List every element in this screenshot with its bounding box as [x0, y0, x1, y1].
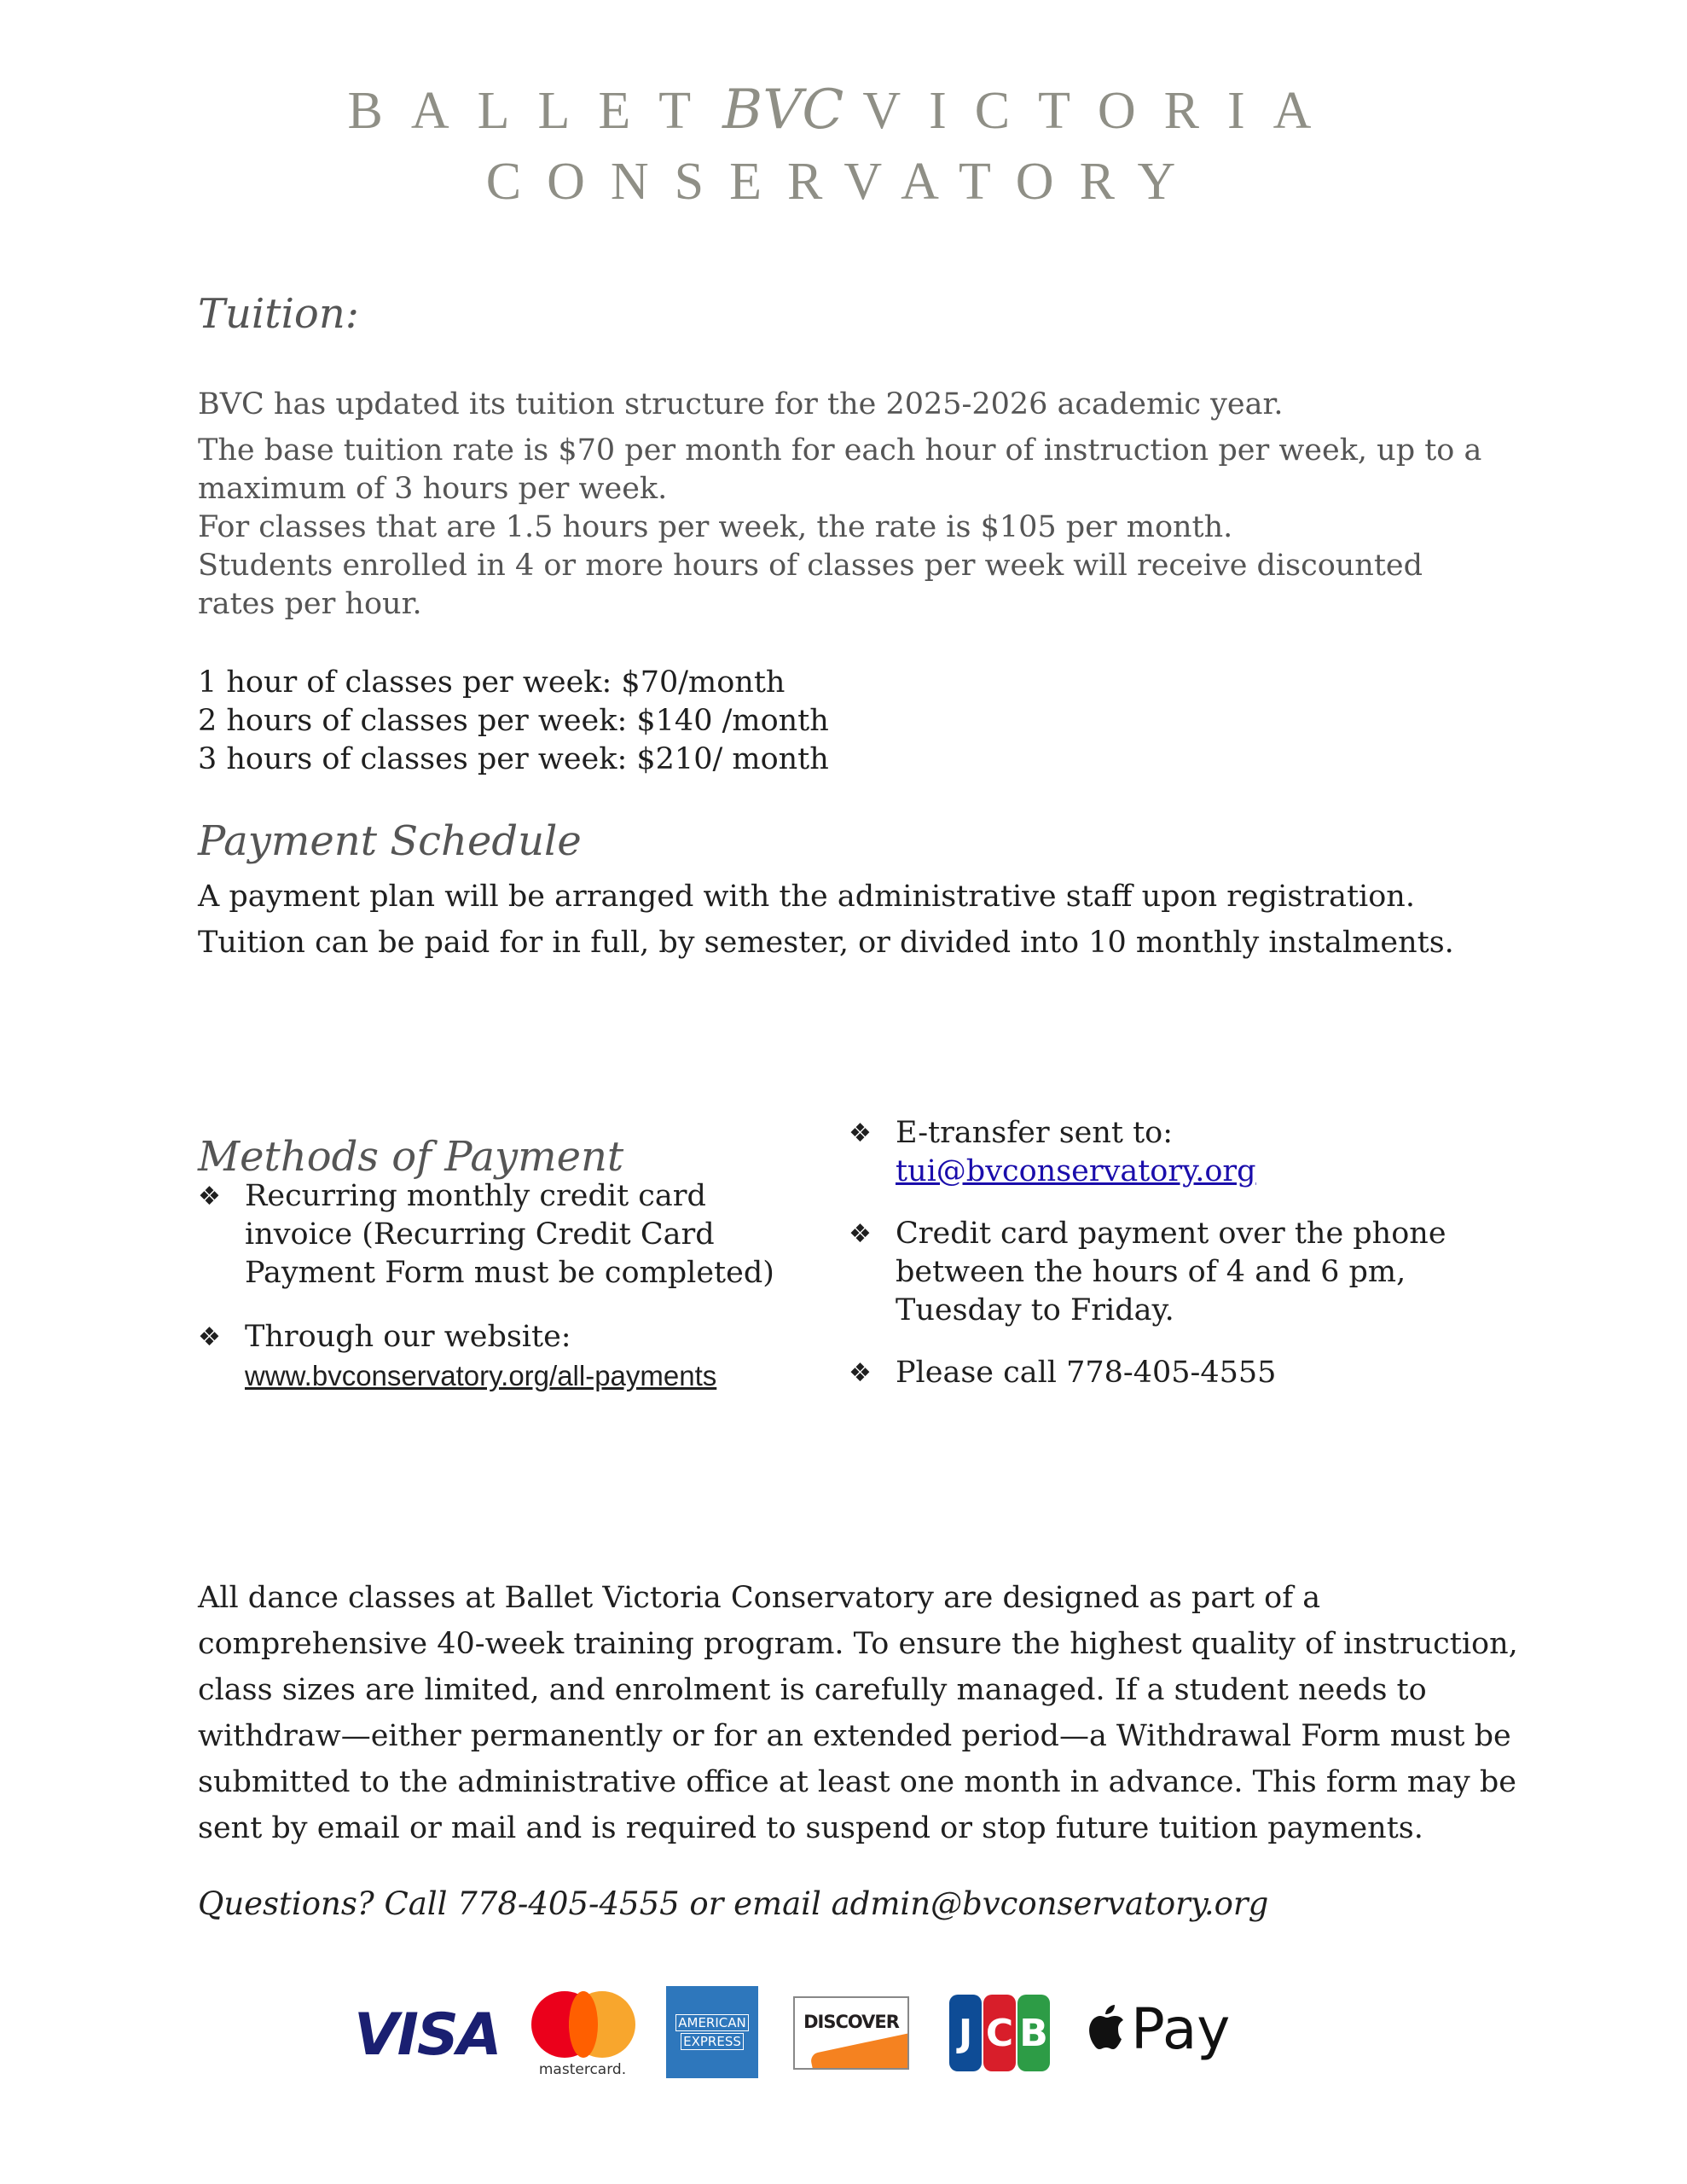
- diamond-bullet-icon: ❖: [849, 1358, 872, 1388]
- amex-line-1: AMERICAN: [675, 2014, 748, 2031]
- payment-schedule-text: A payment plan will be arranged with the administrative staff upon registration. Tuition can be paid for in full, by semester, or divided into 10 monthly instalments.: [198, 880, 1454, 960]
- brand-line-2: CONSERVATORY: [485, 153, 1202, 211]
- apple-icon: [1083, 2006, 1126, 2059]
- tuition-discount: Students enrolled in 4 or more hours of classes per week will receive discounted rates per hour.: [198, 549, 1423, 621]
- discover-orange-swoosh: [809, 2031, 909, 2070]
- apple-pay-text: Pay: [1131, 1996, 1231, 2062]
- payment-schedule-heading: Payment Schedule: [198, 817, 582, 865]
- method-etransfer: [849, 1114, 1531, 1191]
- visa-logo: VISA: [354, 2001, 501, 2069]
- mastercard-overlap: [569, 1991, 598, 2058]
- etransfer-label: E-transfer sent to:: [896, 1116, 1174, 1150]
- jcb-j: J: [949, 1995, 982, 2071]
- discover-logo: [793, 1996, 909, 2070]
- tuition-heading: Tuition:: [198, 290, 359, 338]
- methods-heading: Methods of Payment: [198, 1133, 624, 1181]
- brand-word-victoria: VICTORIA: [862, 82, 1340, 140]
- tuition-half-hour-rate: For classes that are 1.5 hours per week, the rate is $105 per month.: [198, 510, 1233, 544]
- brand-line-1: [0, 78, 1687, 142]
- jcb-logo: [949, 1995, 1050, 2071]
- bvc-monogram-logo: BVC: [722, 78, 844, 142]
- diamond-bullet-icon: ❖: [849, 1219, 872, 1249]
- website-payment-link[interactable]: www.bvconservatory.org/all-payments: [245, 1360, 717, 1391]
- diamond-bullet-icon: ❖: [198, 1322, 221, 1352]
- diamond-bullet-icon: ❖: [198, 1182, 221, 1211]
- rate-item: 1 hour of classes per week: $70/month: [198, 665, 786, 700]
- method-call: [849, 1354, 1531, 1392]
- call-text: Please call 778-405-4555: [896, 1356, 1277, 1390]
- rate-list: [198, 664, 1511, 779]
- mastercard-logo: [525, 1986, 635, 2082]
- withdrawal-policy: All dance classes at Ballet Victoria Conservatory are designed as part of a comprehensive 40-week training program. To ensure the highest quality of instruction, class sizes are limited, and enrolment is carefully managed. If a student needs to withdraw—either permanently or for an extended period—a Withdrawal Form must be submitted to the administrative office at least one month in advance. This form may be sent by email or mail and is required to suspend or stop future tuition payments.: [198, 1581, 1518, 1845]
- brand-word-ballet: BALLET: [347, 82, 720, 140]
- etransfer-email-link[interactable]: tui@bvconservatory.org: [896, 1154, 1256, 1188]
- discover-wordmark: DISCOVER: [803, 2012, 899, 2032]
- tuition-intro: BVC has updated its tuition structure for the 2025-2026 academic year.: [198, 387, 1284, 421]
- diamond-bullet-icon: ❖: [849, 1118, 872, 1148]
- rate-item: 2 hours of classes per week: $140 /month: [198, 704, 829, 738]
- questions-contact: Questions? Call 778-405-4555 or email admin@bvconservatory.org: [198, 1885, 1269, 1922]
- method-recurring-card: [198, 1177, 820, 1292]
- method-phone-card: [849, 1215, 1531, 1330]
- tuition-base-rate: The base tuition rate is $70 per month for each hour of instruction per week, up to a maximum of 3 hours per week.: [198, 433, 1482, 506]
- method-website-label: Through our website:: [245, 1320, 571, 1354]
- payment-logos: [354, 1986, 1326, 2082]
- amex-logo: [666, 1986, 758, 2078]
- apple-pay-logo: [1083, 1996, 1230, 2062]
- jcb-c: C: [983, 1995, 1016, 2071]
- method-recurring-text: Recurring monthly credit card invoice (Recurring Credit Card Payment Form must be completed): [245, 1179, 774, 1290]
- amex-line-2: EXPRESS: [681, 2033, 744, 2050]
- jcb-b: B: [1017, 1995, 1050, 2071]
- methods-right-list: [849, 1114, 1531, 1416]
- rate-item: 3 hours of classes per week: $210/ month: [198, 742, 829, 776]
- mastercard-wordmark: mastercard.: [538, 2061, 627, 2078]
- method-website: [198, 1318, 820, 1396]
- methods-left-list: [198, 1177, 820, 1420]
- phone-payment-text: Credit card payment over the phone between the hours of 4 and 6 pm, Tuesday to Friday.: [896, 1217, 1446, 1327]
